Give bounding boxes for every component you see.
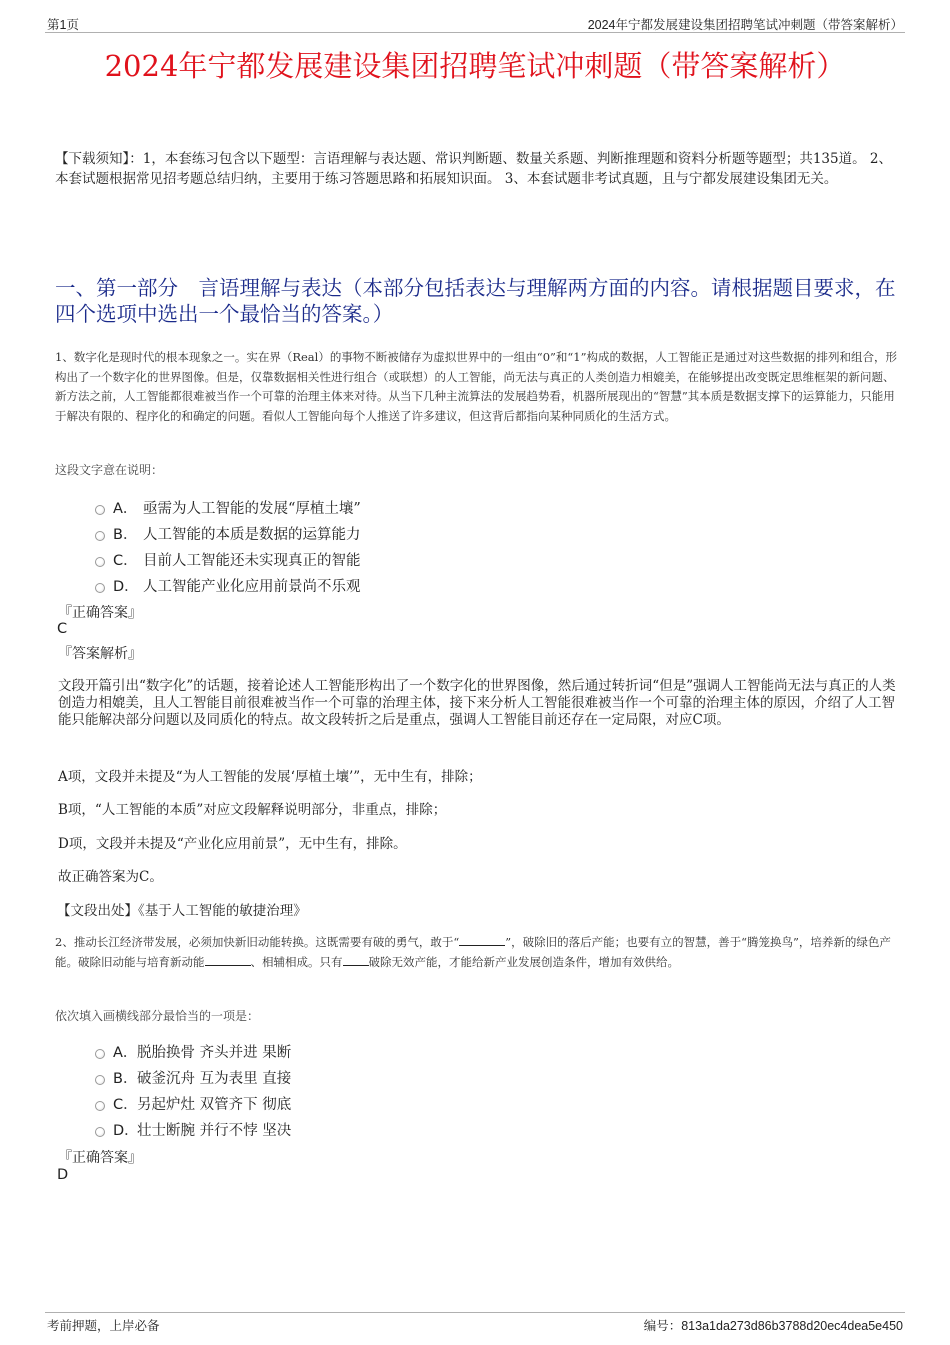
question-1-analysis: 文段开篇引出“数字化”的话题，接着论述人工智能形构出了一个数字化的世界图像，然后通过转折词“但是”强调人工智能尚无法与真正的人类创造力相媲美，且人工智能目前很难被当作一个可靠的治理主体，接下来分析人工智能很难被当作一个可靠的治理主体的原因，介绍了人工智能只能解决部分问题以及同质化的特点。故文段转折之后是重点，强调人工智能目前还存在一定局限，对应C项。	[58, 678, 896, 728]
section-title: 一、第一部分 言语理解与表达（本部分包括表达与理解两方面的内容。请根据题目要求，在四个选项中选出一个最恰当的答案。）	[55, 276, 896, 326]
question-2-option-a[interactable]: A． 脱胎换骨 齐头并进 果断	[95, 1038, 291, 1064]
question-1-analysis-line-b: B项，“人工智能的本质”对应文段解释说明部分，非重点，排除；	[58, 802, 447, 818]
question-2-prompt: 依次填入画横线部分最恰当的一项是：	[55, 1009, 260, 1023]
question-1-analysis-line-a: A项，文段并未提及“为人工智能的发展‘厚植土壤’”，无中生有，排除；	[58, 769, 482, 785]
question-1-stem: 1、数字化是现时代的根本现象之一。实在界（Real）的事物不断被储存为虚拟世界中的一组由“0”和“1”构成的数据，人工智能正是通过对这些数据的排列和组合，形构出了一个数字化的世界图像。但是，仅靠数据相关性进行组合（或联想）的人工智能，尚无法与真正的人类创造力相媲美，在能够提出改变既定思维框架的新问题、新方法之前，人工智能都很难被当作一个可靠的治理主体来对待。从当下几种主流算法的发展趋势看，机器所展现出的“智慧”其本质是数据支撑下的运算能力，只能用于解决有限的、程序化的和确定的问题。看似人工智能向每个人推送了许多建议，但这背后都指向某种同质化的生活方式。	[55, 350, 897, 423]
page-footer	[45, 1312, 905, 1333]
question-1-option-b[interactable]: B． 人工智能的本质是数据的运算能力	[95, 520, 361, 546]
page-header	[45, 14, 905, 33]
question-1-analysis-line-d: D项，文段并未提及“产业化应用前景”，无中生有，排除。	[58, 836, 407, 852]
question-2-option-d[interactable]: D． 壮士断腕 并行不悖 坚决	[95, 1116, 291, 1142]
question-1-options	[95, 494, 361, 598]
radio-icon[interactable]	[95, 1075, 105, 1085]
question-2-option-c[interactable]: C． 另起炉灶 双管齐下 彻底	[95, 1090, 291, 1116]
fill-blank-3	[343, 953, 369, 966]
radio-icon[interactable]	[95, 1049, 105, 1059]
question-2-correct-answer: D	[57, 1167, 69, 1183]
page-number: 第1页	[47, 18, 79, 32]
radio-icon[interactable]	[95, 1127, 105, 1137]
question-1-analysis-label: 『答案解析』	[58, 646, 142, 662]
question-2-correct-label: 『正确答案』	[58, 1150, 142, 1166]
download-notice: 【下载须知】：1，本套练习包含以下题型：言语理解与表达题、常识判断题、数量关系题、判断推理题和资料分析题等题型；共135道。 2、本套试题根据常见招考题总结归纳，主要用于练习答题思路和拓展知识面。 3、本套试题非考试真题，且与宁都发展建设集团无关。	[55, 151, 892, 187]
question-2-stem: 2、推动长江经济带发展，必须加快新旧动能转换。这既需要有破的勇气，敢于“ ”，破除旧的落后产能；也要有立的智慧，善于“腾笼换鸟”，培养新的绿色产能。破除旧动能与培育新动能 、相辅相成。只有 破除无效产能，才能给新产业发展创造条件，增加有效供给。	[55, 935, 891, 969]
question-2-option-b[interactable]: B． 破釜沉舟 互为表里 直接	[95, 1064, 291, 1090]
radio-icon[interactable]	[95, 583, 105, 593]
question-1-prompt: 这段文字意在说明：	[55, 463, 164, 477]
fill-blank-2	[205, 953, 251, 966]
question-1-source: 【文段出处】《基于人工智能的敏捷治理》	[57, 903, 307, 919]
question-1-option-c[interactable]: C． 目前人工智能还未实现真正的智能	[95, 546, 361, 572]
footer-slogan: 考前押题，上岸必备	[47, 1319, 160, 1333]
radio-icon[interactable]	[95, 531, 105, 541]
footer-serial: 编号：813a1da273d86b3788d20ec4dea5e450	[643, 1319, 903, 1333]
radio-icon[interactable]	[95, 1101, 105, 1111]
header-doc-title: 2024年宁都发展建设集团招聘笔试冲刺题（带答案解析）	[587, 18, 903, 32]
question-1-option-d[interactable]: D． 人工智能产业化应用前景尚不乐观	[95, 572, 361, 598]
question-2-options	[95, 1038, 291, 1142]
question-1-option-a[interactable]: A． 亟需为人工智能的发展“厚植土壤”	[95, 494, 361, 520]
question-1-correct-label: 『正确答案』	[58, 605, 142, 621]
question-1-correct-answer: C	[57, 621, 68, 637]
radio-icon[interactable]	[95, 505, 105, 515]
document-title: 2024年宁都发展建设集团招聘笔试冲刺题（带答案解析）	[104, 49, 846, 83]
fill-blank-1	[459, 933, 505, 946]
question-1-conclusion: 故正确答案为C。	[58, 869, 163, 885]
radio-icon[interactable]	[95, 557, 105, 567]
